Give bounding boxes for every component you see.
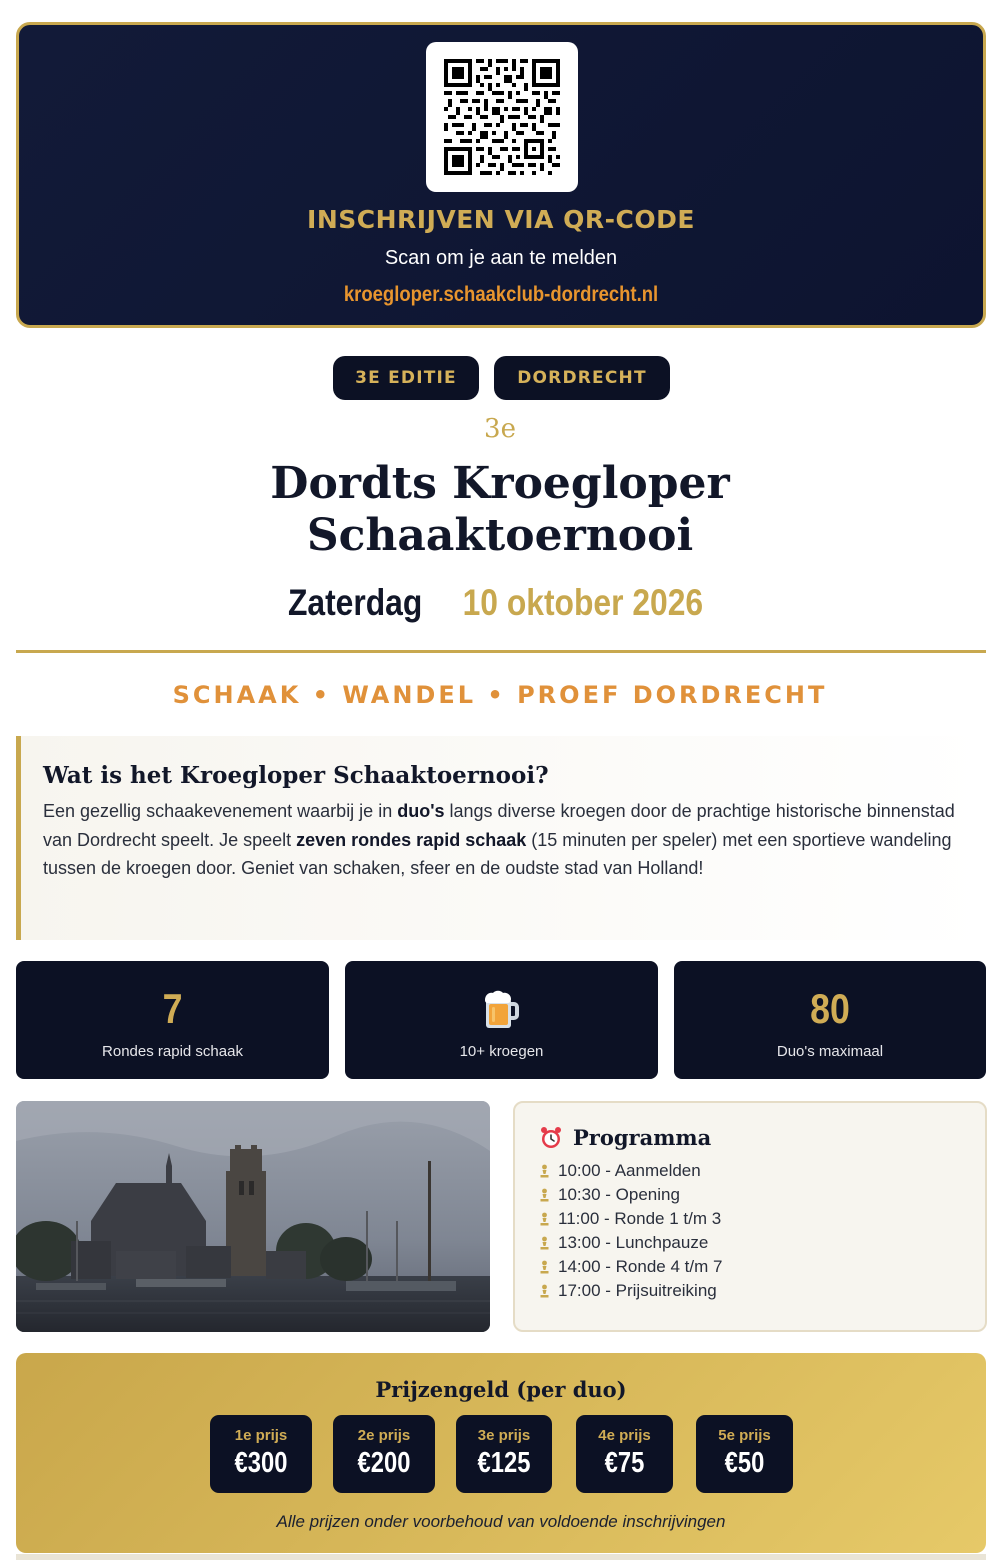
intro-section <box>16 736 986 940</box>
stat-label: Rondes rapid schaak <box>102 1043 243 1060</box>
program-list <box>539 1159 985 1303</box>
qr-code[interactable] <box>426 42 578 192</box>
event-day: Zaterdag <box>287 582 423 623</box>
edition-label: 3e <box>484 414 516 444</box>
prize-amount: €200 <box>357 1447 411 1479</box>
chess-pawn-icon <box>539 1236 550 1250</box>
edition-badge: 3E EDITIE <box>333 356 479 400</box>
intro-text-part: (15 minuten per speler) met een sportieve wandeling tussen de kroegen door. Geniet van schaken, sfeer en de oudste stad van Holland! <box>43 829 952 878</box>
city-skyline-illustration <box>16 1101 490 1332</box>
intro-text <box>43 797 964 883</box>
stat-card-bars <box>345 961 658 1079</box>
prize-amount: €75 <box>604 1447 645 1479</box>
program-heading-text: Programma <box>573 1125 712 1150</box>
stat-label: 10+ kroegen <box>459 1043 544 1060</box>
intro-text-part: Een gezellig schaakevenement waarbij je in <box>43 801 398 821</box>
program-item <box>539 1207 985 1231</box>
qr-code-icon <box>444 59 560 175</box>
prizes-heading: Prijzengeld (per duo) <box>375 1377 627 1402</box>
qr-title: INSCHRIJVEN VIA QR-CODE <box>307 205 695 234</box>
stat-label: Duo's maximaal <box>776 1043 884 1060</box>
title-line-1: Dordts Kroegloper <box>270 458 730 509</box>
program-card <box>513 1101 987 1332</box>
stat-value: 7 <box>162 985 183 1032</box>
stat-card-duos <box>674 961 986 1079</box>
prize-label: 1e prijs <box>234 1427 288 1444</box>
prize-card-5 <box>696 1415 793 1493</box>
intro-heading: Wat is het Kroegloper Schaaktoernooi? <box>43 762 549 789</box>
program-item <box>539 1159 985 1183</box>
intro-text-part: langs diverse kroegen door de prachtige historische binnenstad van Dordrecht speelt. Je speelt <box>43 801 955 850</box>
prize-card-2 <box>333 1415 435 1493</box>
divider <box>16 650 986 653</box>
prize-label: 4e prijs <box>598 1427 651 1444</box>
program-item <box>539 1279 985 1303</box>
prize-label: 5e prijs <box>718 1427 771 1444</box>
program-item <box>539 1231 985 1255</box>
program-item <box>539 1183 985 1207</box>
prizes-disclaimer: Alle prijzen onder voorbehoud van voldoende inschrijvingen <box>276 1512 726 1531</box>
chess-pawn-icon <box>539 1212 550 1226</box>
program-item-text: 11:00 - Ronde 1 t/m 3 <box>558 1209 722 1228</box>
registration-link[interactable]: kroegloper.schaakclub-dordrecht.nl <box>343 283 659 306</box>
page-title <box>0 458 1000 562</box>
footer-strip <box>16 1554 986 1560</box>
program-item-text: 17:00 - Prijsuitreiking <box>558 1281 717 1300</box>
stat-card-rounds <box>16 961 329 1079</box>
qr-subtitle: Scan om je aan te melden <box>384 247 618 269</box>
program-heading <box>539 1125 985 1150</box>
chess-pawn-icon <box>539 1284 550 1298</box>
prize-card-4 <box>576 1415 673 1493</box>
city-badge: DORDRECHT <box>494 356 670 400</box>
program-item-text: 10:30 - Opening <box>558 1185 680 1204</box>
chess-pawn-icon <box>539 1260 550 1274</box>
intro-bold-rounds: zeven rondes rapid schaak <box>296 829 527 850</box>
intro-bold-duos: duo's <box>397 801 445 821</box>
chess-pawn-icon <box>539 1164 550 1178</box>
dordrecht-photo <box>16 1101 490 1332</box>
prize-label: 2e prijs <box>357 1427 411 1444</box>
tagline: SCHAAK • WANDEL • PROEF DORDRECHT <box>172 681 828 709</box>
title-line-2: Schaaktoernooi <box>306 510 694 561</box>
prize-amount: €50 <box>724 1447 765 1479</box>
prize-amount: €125 <box>477 1447 531 1479</box>
program-item-text: 13:00 - Lunchpauze <box>558 1233 709 1252</box>
prize-amount: €300 <box>234 1447 288 1479</box>
alarm-clock-icon <box>539 1126 563 1150</box>
prize-card-3 <box>456 1415 552 1493</box>
event-date <box>0 582 1000 624</box>
prize-money-section <box>16 1353 986 1553</box>
program-item-text: 10:00 - Aanmelden <box>558 1161 701 1180</box>
beer-mug-icon <box>483 990 521 1030</box>
stat-value: 80 <box>810 985 850 1032</box>
qr-registration-panel <box>16 22 986 328</box>
chess-pawn-icon <box>539 1188 550 1202</box>
prize-card-1 <box>210 1415 312 1493</box>
event-date-value: 10 oktober 2026 <box>462 582 704 623</box>
program-item-text: 14:00 - Ronde 4 t/m 7 <box>558 1257 723 1276</box>
program-item <box>539 1255 985 1279</box>
prize-label: 3e prijs <box>477 1427 531 1444</box>
